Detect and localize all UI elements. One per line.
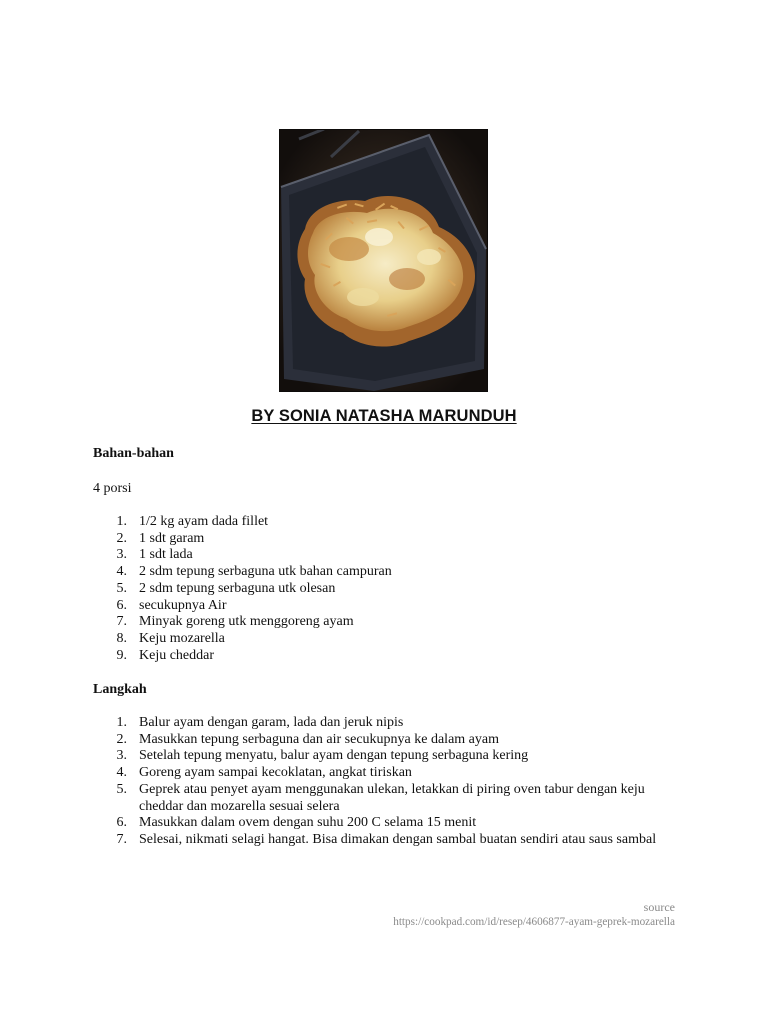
list-item — [93, 581, 693, 598]
list-item — [93, 715, 693, 732]
item-number: 6. — [116, 597, 127, 613]
step-text: Goreng ayam sampai kecoklatan, angkat tiriskan — [139, 765, 412, 781]
item-number: 1. — [116, 715, 127, 730]
step-text: Geprek atau penyet ayam menggunakan ulekan, letakkan di piring oven tabur dengan keju cheddar dan mozarella sesuai selera — [139, 781, 645, 814]
item-number: 4. — [116, 765, 127, 781]
ingredients-list — [93, 514, 693, 664]
source-label: source — [643, 900, 675, 914]
list-item — [93, 598, 693, 615]
item-number: 8. — [116, 630, 127, 646]
step-text: Setelah tepung menyatu, balur ayam dengan tepung serbaguna kering — [139, 748, 529, 764]
ingredient-text: Minyak goreng utk menggoreng ayam — [139, 614, 354, 630]
item-number: 7. — [116, 831, 127, 847]
item-number: 7. — [116, 614, 127, 630]
ingredient-text: Keju mozarella — [139, 630, 225, 646]
list-item — [93, 564, 693, 581]
recipe-photo — [279, 129, 488, 392]
list-item — [93, 832, 693, 849]
item-number: 6. — [116, 815, 127, 831]
list-item — [93, 531, 693, 548]
list-item — [93, 765, 693, 782]
step-text: Masukkan dalam ovem dengan suhu 200 C selama 15 menit — [139, 815, 477, 831]
baked-chicken-image — [279, 129, 488, 392]
step-text: Masukkan tepung serbaguna dan air secukupnya ke dalam ayam — [139, 731, 499, 747]
list-item — [93, 631, 693, 648]
source-block — [393, 900, 675, 929]
ingredient-text: secukupnya Air — [139, 597, 227, 613]
servings-text: 4 porsi — [93, 481, 132, 496]
list-item — [93, 748, 693, 765]
list-item — [93, 732, 693, 749]
ingredients-heading: Bahan-bahan — [93, 446, 174, 461]
ingredient-text: 1 sdt garam — [139, 530, 205, 546]
steps-heading: Langkah — [93, 682, 147, 697]
item-number: 2. — [116, 530, 127, 546]
ingredient-text: 2 sdm tepung serbaguna utk olesan — [139, 580, 336, 596]
ingredient-text: 2 sdm tepung serbaguna utk bahan campuran — [139, 564, 392, 580]
step-text: Selesai, nikmati selagi hangat. Bisa dimakan dengan sambal buatan sendiri atau saus sambal — [139, 831, 657, 847]
item-number: 1. — [116, 514, 127, 529]
source-link[interactable]: https://cookpad.com/id/resep/4606877-ayam-geprek-mozarella — [393, 915, 675, 928]
steps-list — [93, 715, 693, 849]
list-item — [93, 547, 693, 564]
list-item — [93, 514, 693, 531]
item-number: 5. — [116, 580, 127, 596]
list-item — [93, 648, 693, 665]
item-number: 5. — [116, 781, 127, 797]
ingredient-text: Keju cheddar — [139, 647, 215, 663]
ingredient-text: 1 sdt lada — [139, 547, 193, 563]
item-number: 2. — [116, 731, 127, 747]
page-title: BY SONIA NATASHA MARUNDUH — [251, 407, 517, 425]
item-number: 4. — [116, 564, 127, 580]
item-number: 3. — [116, 748, 127, 764]
list-item — [93, 782, 693, 815]
item-number: 3. — [116, 547, 127, 563]
item-number: 9. — [116, 647, 127, 663]
step-text: Balur ayam dengan garam, lada dan jeruk nipis — [139, 715, 404, 730]
list-item — [93, 614, 693, 631]
ingredient-text: 1/2 kg ayam dada fillet — [139, 514, 269, 529]
list-item — [93, 815, 693, 832]
